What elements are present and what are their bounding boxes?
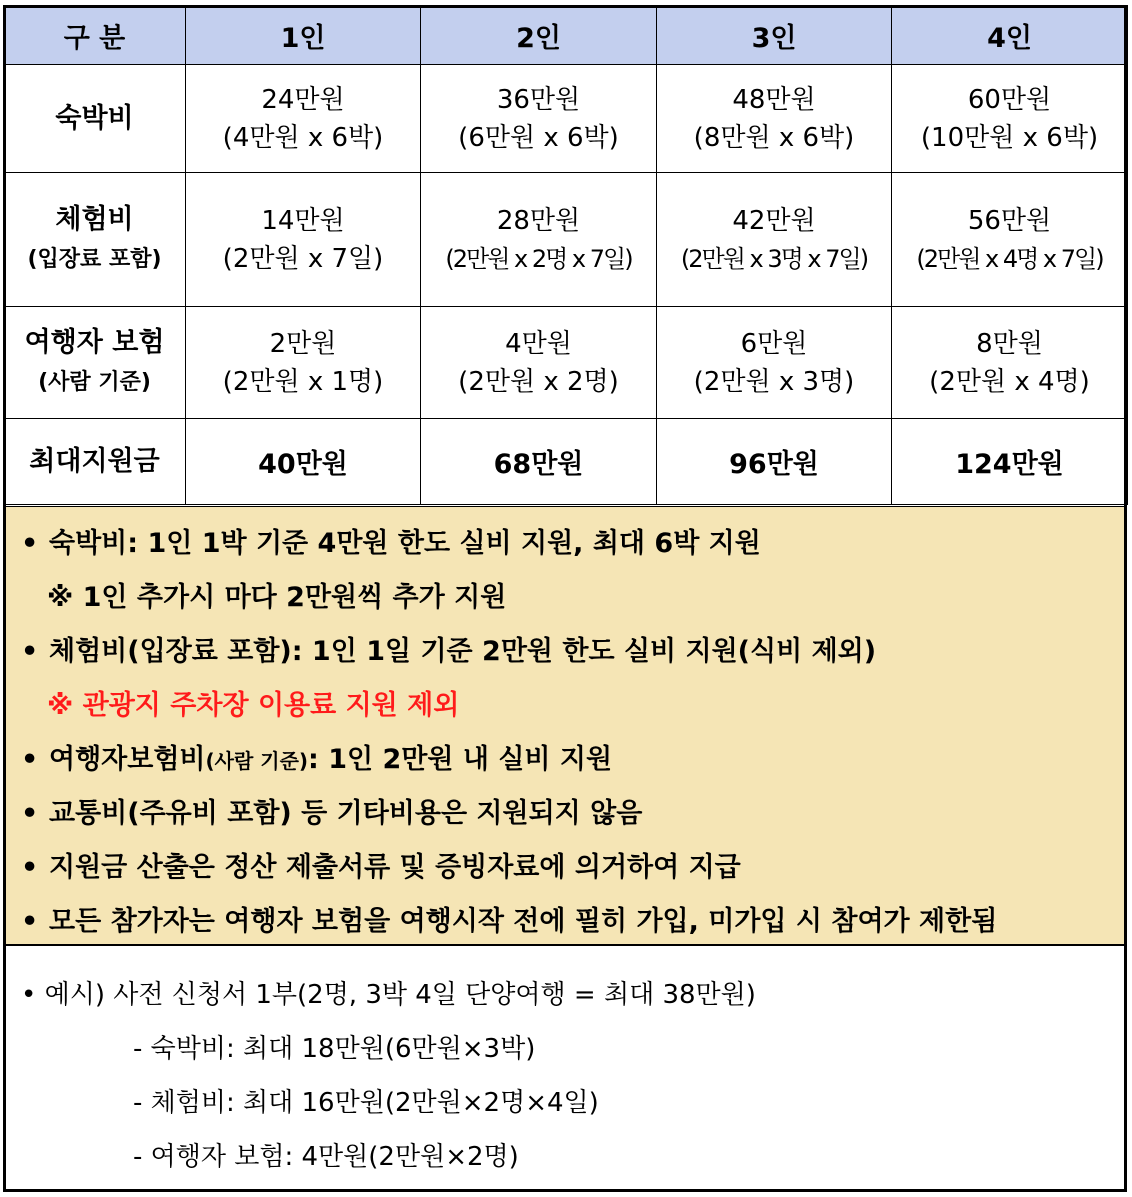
bullet-icon: • — [21, 636, 39, 667]
example-item: - 여행자 보험: 4만원(2만원×2명) — [133, 1142, 519, 1172]
table-cell: 14만원 (2만원 x 7일) — [186, 173, 421, 307]
bullet-icon: • — [21, 906, 39, 937]
row-label: 숙박비 — [4, 65, 186, 173]
table-cell: 36만원 (6만원 x 6박) — [421, 65, 657, 173]
note-lodging-extra: ※ 1인 추가시 마다 2만원씩 추가 지원 — [47, 582, 507, 613]
bullet-icon: • — [21, 798, 39, 829]
outer-border — [3, 5, 1127, 1192]
bullet-icon: • — [21, 852, 39, 883]
header-4person: 4인 — [892, 6, 1128, 65]
table-cell: 42만원 (2만원 x 3명 x 7일) — [657, 173, 892, 307]
table-cell: 4만원 (2만원 x 2명) — [421, 307, 657, 419]
table-cell: 60만원 (10만원 x 6박) — [892, 65, 1128, 173]
note-insurance-required: • 모든 참가자는 여행자 보험을 여행시작 전에 필히 가입, 미가입 시 참여가 제한됨 — [21, 906, 998, 937]
bullet-icon: • — [21, 744, 39, 775]
note-insurance: • 여행자보험비(사람 기준): 1인 2만원 내 실비 지원 — [21, 744, 613, 775]
row-label: 여행자 보험 (사람 기준) — [4, 307, 186, 419]
table-cell: 48만원 (8만원 x 6박) — [657, 65, 892, 173]
example-item: - 체험비: 최대 16만원(2만원×2명×4일) — [133, 1088, 599, 1118]
table-cell: 6만원 (2만원 x 3명) — [657, 307, 892, 419]
note-transport: • 교통비(주유비 포함) 등 기타비용은 지원되지 않음 — [21, 798, 643, 829]
header-2person: 2인 — [421, 6, 657, 65]
table-cell: 28만원 (2만원 x 2명 x 7일) — [421, 173, 657, 307]
table-cell: 56만원 (2만원 x 4명 x 7일) — [892, 173, 1128, 307]
note-parking-excluded: ※ 관광지 주차장 이용료 지원 제외 — [47, 690, 460, 721]
table-cell: 8만원 (2만원 x 4명) — [892, 307, 1128, 419]
bullet-icon: • — [21, 528, 39, 559]
total-cell: 68만원 — [421, 419, 657, 505]
note-experience: • 체험비(입장료 포함): 1인 1일 기준 2만원 한도 실비 지원(식비 제외) — [21, 636, 877, 667]
row-label: 체험비 (입장료 포함) — [4, 173, 186, 307]
table-cell: 2만원 (2만원 x 1명) — [186, 307, 421, 419]
total-cell: 96만원 — [657, 419, 892, 505]
row-label: 최대지원금 — [4, 419, 186, 505]
table-cell: 24만원 (4만원 x 6박) — [186, 65, 421, 173]
total-cell: 124만원 — [892, 419, 1128, 505]
example-item: - 숙박비: 최대 18만원(6만원×3박) — [133, 1034, 536, 1064]
header-1person: 1인 — [186, 6, 421, 65]
header-category: 구 분 — [4, 6, 186, 65]
note-lodging: • 숙박비: 1인 1박 기준 4만원 한도 실비 지원, 최대 6박 지원 — [21, 528, 761, 559]
note-settlement: • 지원금 산출은 정산 제출서류 및 증빙자료에 의거하여 지급 — [21, 852, 741, 883]
example-title: • 예시) 사전 신청서 1부(2명, 3박 4일 단양여행 = 최대 38만원) — [21, 980, 756, 1010]
header-3person: 3인 — [657, 6, 892, 65]
total-cell: 40만원 — [186, 419, 421, 505]
